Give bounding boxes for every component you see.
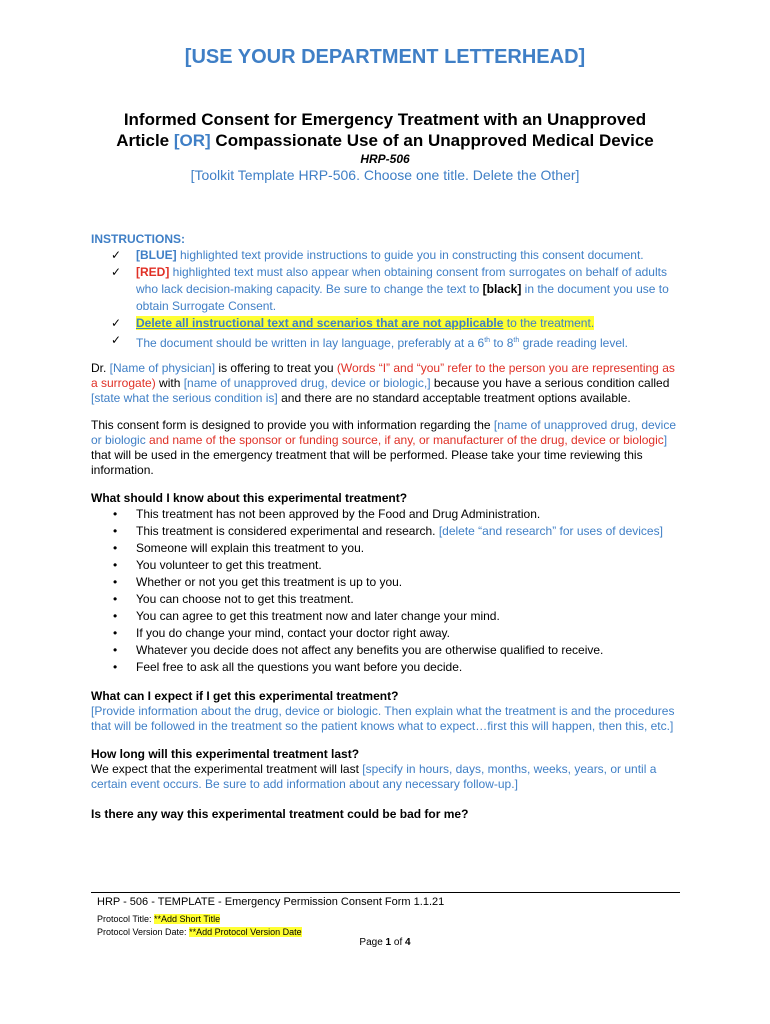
list-item: • Whether or not you get this treatment is up to you. (113, 575, 403, 589)
document-body (91, 232, 681, 822)
title-or: [OR] (173, 131, 211, 150)
list-item: • If you do change your mind, contact your doctor right away. (113, 626, 450, 640)
instructions-heading: INSTRUCTIONS: (91, 232, 185, 246)
title-compassionate: Compassionate Use of an Unapproved Medical Device (210, 131, 654, 150)
list-item: • Someone will explain this treatment to you. (113, 541, 365, 555)
protocol-date-line: Protocol Version Date: **Add Protocol Version Date (97, 927, 302, 937)
list-item: • This treatment is considered experimental and research. [delete “and research” for uses of devices] (113, 524, 663, 538)
toolkit-note: [Toolkit Template HRP-506. Choose one title. Delete the Other] (190, 167, 580, 183)
instructions-list (91, 247, 681, 352)
page-number: Page 1 of 4 (359, 937, 411, 948)
section-heading-risk: Is there any way this experimental treatment could be bad for me? (91, 807, 469, 821)
bullet-icon: • (113, 592, 118, 606)
bullet-icon: • (113, 609, 118, 623)
check-mark-icon: ✓ (111, 248, 122, 262)
list-item: • You can agree to get this treatment now and later change your mind. (113, 609, 500, 623)
section-heading-expect: What can I expect if I get this experimental treatment? (91, 689, 399, 703)
expect-paragraph: [Provide information about the drug, device or biologic. Then explain what the treatment is and the procedures that will be followed in the treatment so the patient knows what to expect…first this will happen, then this, etc.] (91, 704, 675, 733)
bullet-icon: • (113, 507, 118, 521)
instruction-text: highlighted text provide instructions to guide you in constructing this consent document. (176, 248, 644, 262)
instruction-text: highlighted text must also appear when obtaining consent from surrogates on behalf of adults who lack decision-making capacity. Be sure to change the text to (136, 265, 667, 296)
protocol-title-value: **Add Short Title (154, 914, 221, 924)
footer-protocol-meta (97, 913, 302, 939)
purpose-paragraph: This consent form is designed to provide you with information regarding the [name of unapproved drug, device or biologic and name of the sponsor or funding source, if any, or manufacturer of the drug, device or biologic] that will be used in the emergency treatment that will be performed. Please take your time reviewing this information. (91, 418, 677, 477)
list-item: • This treatment has not been approved by the Food and Drug Administration. (113, 507, 541, 521)
letterhead-placeholder: [USE YOUR DEPARTMENT LETTERHEAD] (184, 46, 586, 68)
instruction-item (91, 332, 681, 352)
check-mark-icon: ✓ (111, 316, 122, 330)
bullet-icon: • (113, 660, 118, 674)
instruction-item (91, 315, 681, 332)
title-line-2 (0, 130, 770, 151)
protocol-title-line: Protocol Title: **Add Short Title (97, 914, 221, 924)
footer-template-name: HRP - 506 - TEMPLATE - Emergency Permission Consent Form 1.1.21 (97, 896, 445, 908)
bullet-icon: • (113, 524, 118, 538)
footer-divider (91, 892, 680, 893)
instruction-text: in the document you use to obtain Surrogate Consent. (136, 282, 669, 313)
section-heading-know: What should I know about this experimental treatment? (91, 491, 408, 505)
document-code: HRP-506 (360, 152, 410, 166)
bullet-icon: • (113, 643, 118, 657)
duration-paragraph: We expect that the experimental treatment will last [specify in hours, days, months, weeks, years, or until a certain event occurs. Be sure to add information about any necessary follow-up.] (91, 762, 657, 791)
list-item: • Whatever you decide does not affect any benefits you are otherwise qualified to receive. (113, 643, 604, 657)
instruction-item (91, 264, 681, 315)
instruction-text: to the treatment. (503, 316, 595, 330)
list-item: • You volunteer to get this treatment. (113, 558, 322, 572)
title-line-1: Informed Consent for Emergency Treatment with an Unapproved (123, 110, 647, 129)
check-mark-icon: ✓ (111, 265, 122, 279)
instruction-item (91, 247, 681, 264)
bullet-icon: • (113, 575, 118, 589)
black-tag: [black] (482, 282, 522, 296)
instruction-text: The document should be written in lay language, preferably at a 6th to 8th grade reading level. (136, 336, 629, 350)
know-bullet-list (91, 506, 681, 676)
document-title (0, 109, 770, 151)
check-mark-icon: ✓ (111, 333, 122, 347)
blue-tag: [BLUE] (136, 248, 177, 262)
protocol-date-value: **Add Protocol Version Date (189, 927, 302, 937)
list-item: • You can choose not to get this treatment. (113, 592, 354, 606)
bullet-icon: • (113, 626, 118, 640)
title-article: Article (116, 131, 174, 150)
bullet-icon: • (113, 541, 118, 555)
delete-instructions-text: Delete all instructional text and scenarios that are not applicable (136, 316, 504, 330)
list-item: • Feel free to ask all the questions you want before you decide. (113, 660, 463, 674)
intro-paragraph: Dr. [Name of physician] is offering to treat you (Words “I” and “you” refer to the person you are representing as a surrogate) with [name of unapproved drug, device or biologic,] because you have a serious condition called [state what the serious condition is] and there are no standard acceptable treatment options available. (91, 361, 675, 405)
bullet-icon: • (113, 558, 118, 572)
section-heading-duration: How long will this experimental treatment last? (91, 747, 360, 761)
red-tag: [RED] (136, 265, 170, 279)
